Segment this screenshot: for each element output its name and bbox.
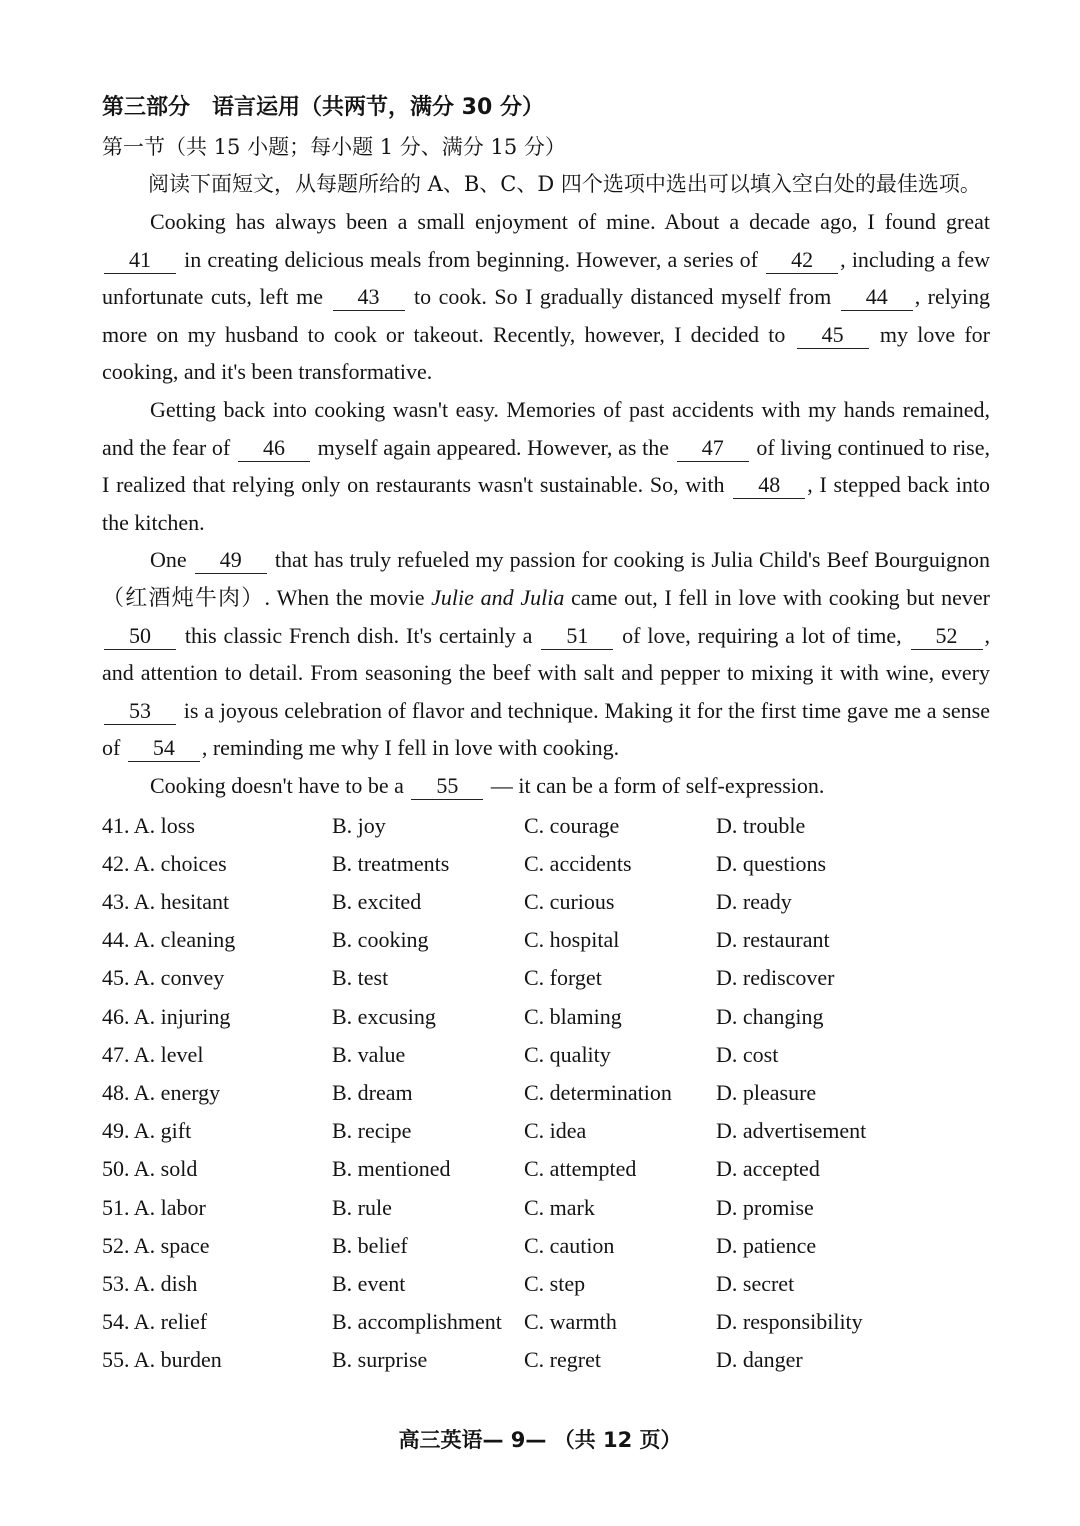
blank-48: 48 — [733, 472, 805, 499]
blank-46: 46 — [238, 435, 310, 462]
question-55-options — [102, 1341, 990, 1379]
option-b: B. value — [332, 1041, 406, 1067]
option-b: B. belief — [332, 1232, 408, 1258]
blank-53: 53 — [104, 698, 176, 725]
option-b: B. rule — [332, 1194, 392, 1220]
part-heading — [102, 88, 990, 128]
option-d: D. questions — [716, 850, 826, 876]
option-d: D. danger — [716, 1347, 803, 1373]
option-d: D. trouble — [716, 812, 806, 838]
part-title: 语言运用（共两节，满分 30 分） — [212, 95, 544, 120]
option-a: 42. A. choices — [102, 850, 227, 876]
option-b: B. excusing — [332, 1003, 436, 1029]
section-heading: 第一节（共 15 小题；每小题 1 分、满分 15 分） — [102, 135, 566, 159]
option-c: C. attempted — [524, 1156, 637, 1182]
option-a: 50. A. sold — [102, 1156, 198, 1182]
option-d: D. restaurant — [716, 927, 830, 953]
question-45-options — [102, 959, 990, 997]
blank-45: 45 — [797, 322, 869, 349]
blank-50: 50 — [104, 623, 176, 650]
option-d: D. changing — [716, 1003, 824, 1029]
movie-title: Julie and Julia — [431, 584, 565, 610]
option-a: 52. A. space — [102, 1232, 210, 1258]
blank-52: 52 — [911, 623, 983, 650]
passage-paragraph-2: Getting back into cooking wasn't easy. Memories of past accidents with my hands remained, and the fear of 46 myself again appeared. However, as the 47 of living continued to rise, I realized that relying only on restaurants wasn't sustainable. So, with 48 , I stepped back into the kitchen. — [102, 396, 991, 535]
option-a: 55. A. burden — [102, 1347, 222, 1373]
blank-51: 51 — [541, 623, 613, 650]
passage-paragraph-4: Cooking doesn't have to be a 55 — it can be a form of self-expression. — [150, 772, 825, 798]
question-44-options — [102, 921, 990, 959]
option-a: 44. A. cleaning — [102, 927, 236, 953]
option-b: B. event — [332, 1270, 406, 1296]
option-b: B. surprise — [332, 1347, 428, 1373]
blank-47: 47 — [677, 435, 749, 462]
blank-41: 41 — [104, 247, 176, 274]
option-a: 53. A. dish — [102, 1270, 198, 1296]
question-46-options — [102, 998, 990, 1036]
option-a: 48. A. energy — [102, 1079, 221, 1105]
option-a: 43. A. hesitant — [102, 888, 230, 914]
option-b: B. mentioned — [332, 1156, 451, 1182]
option-d: D. cost — [716, 1041, 779, 1067]
question-53-options — [102, 1265, 990, 1303]
option-b: B. recipe — [332, 1118, 412, 1144]
option-d: D. secret — [716, 1270, 795, 1296]
question-47-options — [102, 1036, 990, 1074]
option-d: D. promise — [716, 1194, 814, 1220]
blank-43: 43 — [333, 284, 405, 311]
option-c: C. forget — [524, 965, 602, 991]
option-c: C. determination — [524, 1079, 672, 1105]
option-a: 54. A. relief — [102, 1309, 208, 1335]
option-c: C. mark — [524, 1194, 595, 1220]
option-d: D. rediscover — [716, 965, 835, 991]
blank-44: 44 — [841, 284, 913, 311]
option-c: C. caution — [524, 1232, 615, 1258]
option-c: C. warmth — [524, 1309, 617, 1335]
option-b: B. dream — [332, 1079, 413, 1105]
question-51-options — [102, 1189, 990, 1227]
passage-paragraph-1: Cooking has always been a small enjoyment of mine. About a decade ago, I found great 41 in creating delicious meals from beginning. However, a series of 42 , including a few unfortunate cuts, left me 43 to cook. So I gradually distanced myself from 44 , relying more on my husband to cook or takeout. Recently, however, I decided to 45 my love for cooking, and it's been transformative. — [102, 209, 990, 385]
option-c: C. idea — [524, 1118, 587, 1144]
option-b: B. test — [332, 965, 389, 991]
question-50-options — [102, 1150, 990, 1188]
question-48-options — [102, 1074, 990, 1112]
blank-55: 55 — [411, 773, 483, 800]
option-c: C. accidents — [524, 850, 632, 876]
passage-paragraph-3: One 49 that has truly refueled my passion for cooking is Julia Child's Beef Bourguignon（红酒炖牛肉）. When the movie Julie and Julia came out, I fell in love with cooking but never 50 this classic French dish. It's certainly a 51 of love, requiring a lot of time, 52 , and attention to detail. From seasoning the beef with salt and pepper to mixing it with wine, every 53 is a joyous celebration of flavor and technique. Making it for the first time gave me a sense of 54 , reminding me why I fell in love with cooking. — [102, 547, 990, 761]
blank-49: 49 — [195, 547, 267, 574]
answer-options — [102, 807, 990, 1380]
option-b: B. excited — [332, 888, 422, 914]
option-a: 47. A. level — [102, 1041, 204, 1067]
option-d: D. patience — [716, 1232, 817, 1258]
option-a: 45. A. convey — [102, 965, 225, 991]
option-a: 41. A. loss — [102, 812, 195, 838]
option-b: B. cooking — [332, 927, 429, 953]
instructions: 阅读下面短文，从每题所给的 A、B、C、D 四个选项中选出可以填入空白处的最佳选项。 — [148, 172, 981, 196]
blank-54: 54 — [128, 735, 200, 762]
option-c: C. quality — [524, 1041, 611, 1067]
question-49-options — [102, 1112, 990, 1150]
option-b: B. joy — [332, 812, 386, 838]
option-d: D. accepted — [716, 1156, 820, 1182]
question-43-options — [102, 883, 990, 921]
option-c: C. blaming — [524, 1003, 622, 1029]
option-a: 46. A. injuring — [102, 1003, 231, 1029]
option-c: C. regret — [524, 1347, 601, 1373]
option-c: C. courage — [524, 812, 620, 838]
option-d: D. pleasure — [716, 1079, 817, 1105]
option-a: 49. A. gift — [102, 1118, 192, 1144]
option-c: C. hospital — [524, 927, 620, 953]
option-d: D. ready — [716, 888, 792, 914]
option-c: C. curious — [524, 888, 615, 914]
part-label: 第三部分 — [102, 95, 191, 120]
question-41-options — [102, 807, 990, 845]
option-c: C. step — [524, 1270, 586, 1296]
question-54-options — [102, 1303, 990, 1341]
option-d: D. responsibility — [716, 1309, 863, 1335]
option-a: 51. A. labor — [102, 1194, 206, 1220]
blank-42: 42 — [766, 247, 838, 274]
question-52-options — [102, 1227, 990, 1265]
option-b: B. treatments — [332, 850, 450, 876]
question-42-options — [102, 845, 990, 883]
option-d: D. advertisement — [716, 1118, 867, 1144]
option-b: B. accomplishment — [332, 1309, 502, 1335]
page-footer: 高三英语— 9— （共 12 页） — [398, 1428, 682, 1452]
